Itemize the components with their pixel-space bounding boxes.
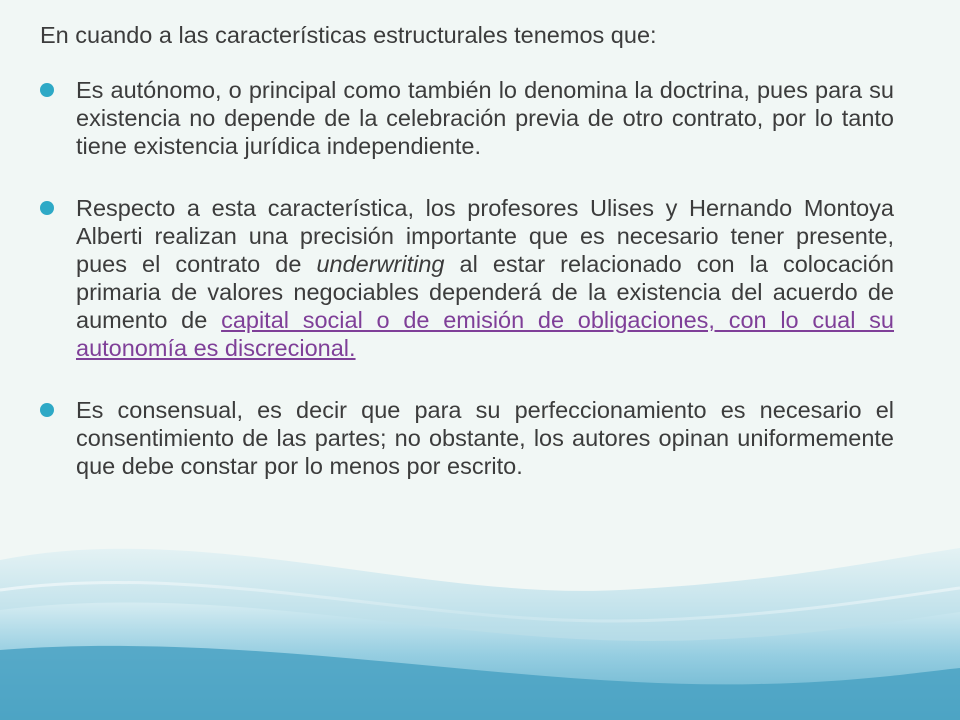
bullet-dot-icon xyxy=(40,201,54,215)
hyperlink[interactable]: capital social o de emisión de obligaciones, con lo cual su autonomía es discrecional. xyxy=(76,307,894,361)
bullet-text: Es consensual, es decir que para su perfeccionamiento es necesario el consentimiento de las partes; no obstante, los autores opinan uniformemente que debe constar por lo menos por escrito. xyxy=(76,397,894,479)
bullet-dot-icon xyxy=(40,83,54,97)
bullet-text: Es autónomo, o principal como también lo denomina la doctrina, pues para su existencia no depende de la celebración previa de otro contrato, por lo tanto tiene existencia jurídica independiente. xyxy=(76,77,894,159)
bullet-dot-icon xyxy=(40,403,54,417)
bullet-item-autonomo xyxy=(38,76,894,160)
bullet-item-respecto xyxy=(38,194,894,362)
intro-text: En cuando a las características estructurales tenemos que: xyxy=(40,22,657,48)
bullet-list xyxy=(38,76,894,514)
bullet-text-part: Respecto a esta característica, los profesores Ulises y Hernando Montoya Alberti realizan una precisión importante que es necesario tener presente, pues el contrato de xyxy=(76,195,894,277)
bullet-text xyxy=(76,195,894,361)
bullet-text-part: al estar relacionado con la colocación primaria de valores negociables dependerá de la existencia del acuerdo de aumento de xyxy=(76,251,894,333)
bullet-item-consensual xyxy=(38,396,894,480)
italic-term: underwriting xyxy=(316,251,445,277)
